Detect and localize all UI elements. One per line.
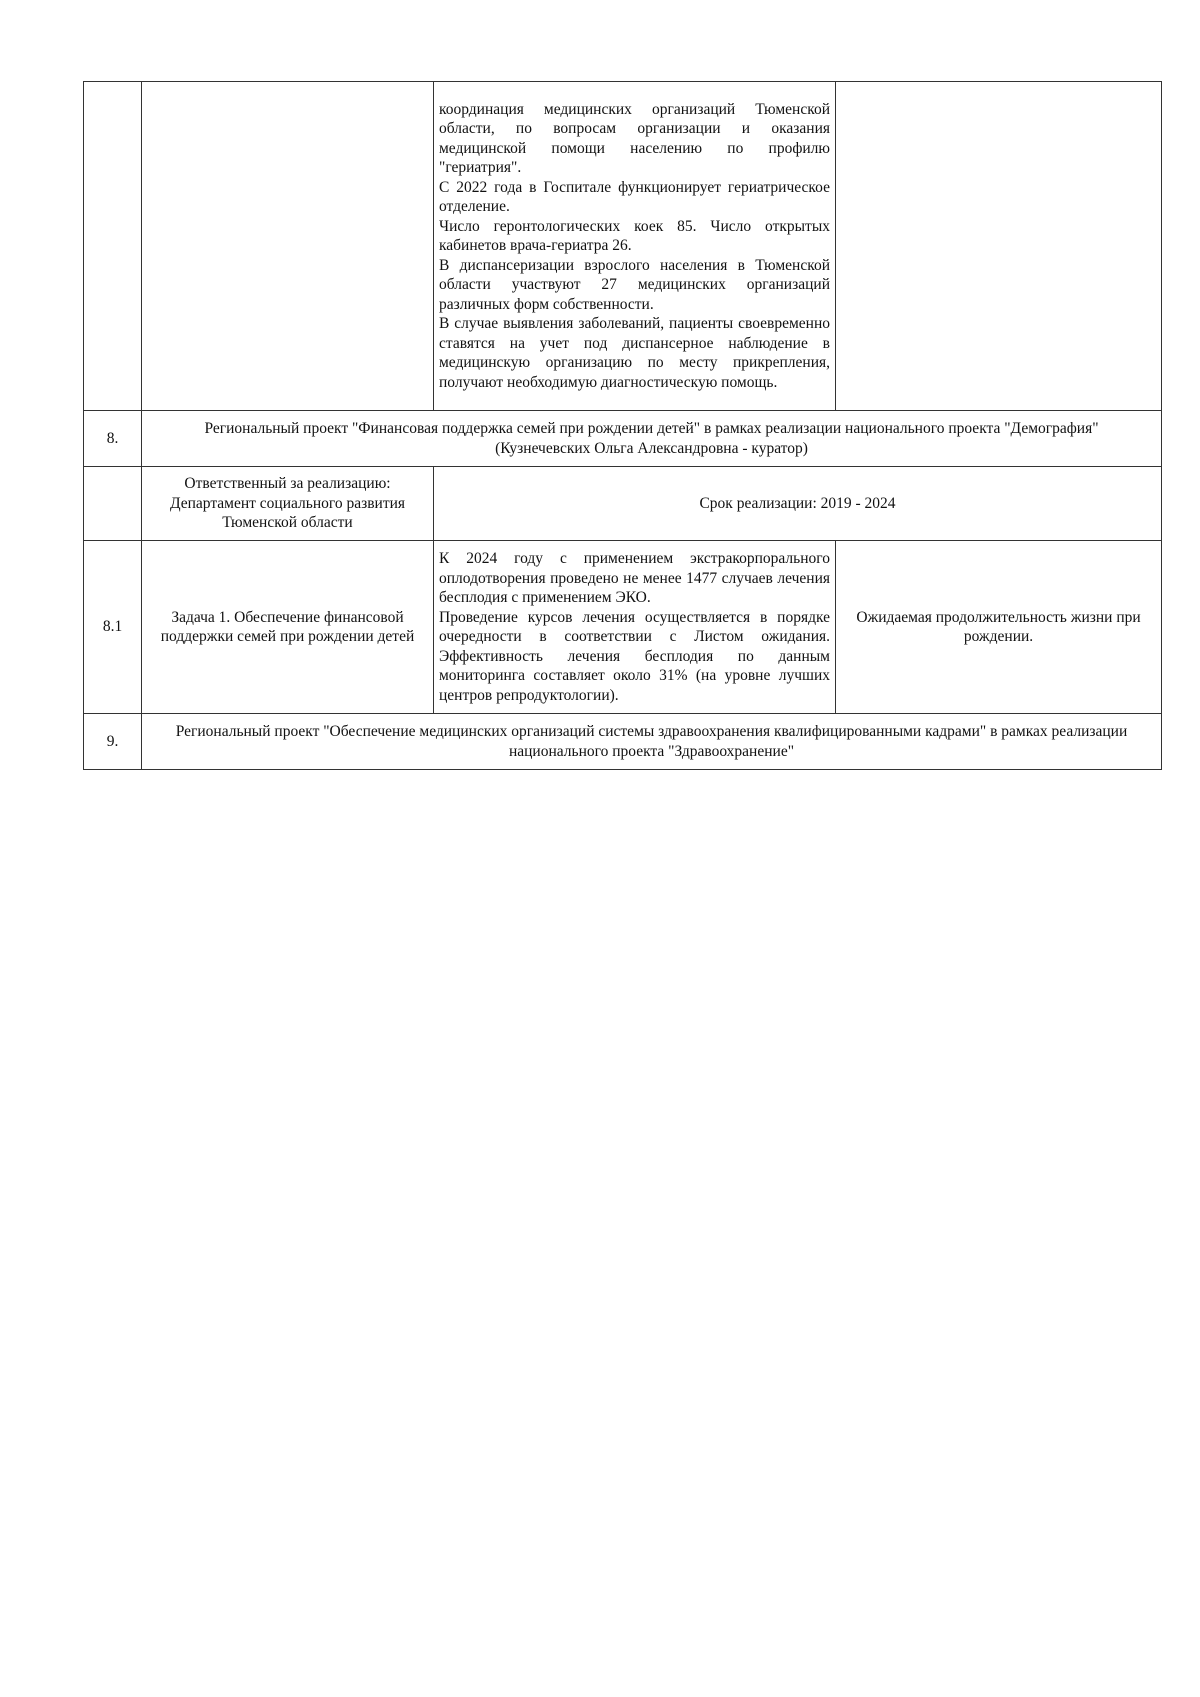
task-cell bbox=[142, 82, 434, 411]
indicator-cell: Ожидаемая продолжительность жизни при рождении. bbox=[836, 541, 1162, 714]
number-cell bbox=[84, 82, 142, 411]
responsible-cell bbox=[142, 467, 434, 541]
table-row-continuation bbox=[84, 82, 1162, 411]
paragraph: К 2024 году с применением экстракорпорального оплодотворения проведено не менее 1477 случаев лечения бесплодия с применением ЭКО. bbox=[439, 550, 830, 606]
paragraph: Проведение курсов лечения осуществляется в порядке очередности в соответствии с Листом ожидания. Эффективность лечения бесплодия по данным мониторинга составляет около 31% (на уровне лучших центров репродуктологии). bbox=[439, 608, 830, 704]
row-number: 9. bbox=[84, 714, 142, 770]
row-number: 8. bbox=[84, 411, 142, 467]
project-curator: (Кузнечевских Ольга Александровна - куратор) bbox=[495, 439, 808, 457]
number-cell bbox=[84, 467, 142, 541]
result-cell bbox=[434, 82, 836, 411]
project-title bbox=[142, 411, 1162, 467]
table-row-project-9 bbox=[84, 714, 1162, 770]
paragraph: С 2022 года в Госпитале функционирует гериатрическое отделение. bbox=[439, 178, 830, 216]
project-title: Региональный проект "Обеспечение медицинских организаций системы здравоохранения квалифицированными кадрами" в рамках реализации национального проекта "Здравоохранение" bbox=[142, 714, 1162, 770]
row-number: 8.1 bbox=[84, 541, 142, 714]
measures-table bbox=[83, 81, 1162, 770]
responsible-department: Департамент социального развития Тюменской области bbox=[169, 494, 406, 532]
period-cell: Срок реализации: 2019 - 2024 bbox=[434, 467, 1162, 541]
project-title-line: Региональный проект "Финансовая поддержка семей при рождении детей" в рамках реализации национального проекта "Демография" bbox=[204, 420, 1099, 437]
task-cell: Задача 1. Обеспечение финансовой поддержки семей при рождении детей bbox=[142, 541, 434, 714]
result-cell bbox=[434, 541, 836, 714]
table-row-project-8 bbox=[84, 411, 1162, 467]
paragraph: координация медицинских организаций Тюменской области, по вопросам организации и оказания медицинской помощи населению по профилю "гериатрия". bbox=[439, 100, 830, 177]
table-row-task-8-1 bbox=[84, 541, 1162, 714]
paragraph: В диспансеризации взрослого населения в Тюменской области участвуют 27 медицинских организаций различных форм собственности. bbox=[439, 256, 830, 313]
table-row-responsible bbox=[84, 467, 1162, 541]
responsible-label: Ответственный за реализацию: bbox=[184, 475, 391, 493]
paragraph: Число геронтологических коек 85. Число открытых кабинетов врача-гериатра 26. bbox=[439, 217, 830, 255]
indicator-cell bbox=[836, 82, 1162, 411]
paragraph: В случае выявления заболеваний, пациенты своевременно ставятся на учет под диспансерное наблюдение в медицинскую организацию по месту прикрепления, получают необходимую диагностическую помощь. bbox=[439, 315, 830, 391]
